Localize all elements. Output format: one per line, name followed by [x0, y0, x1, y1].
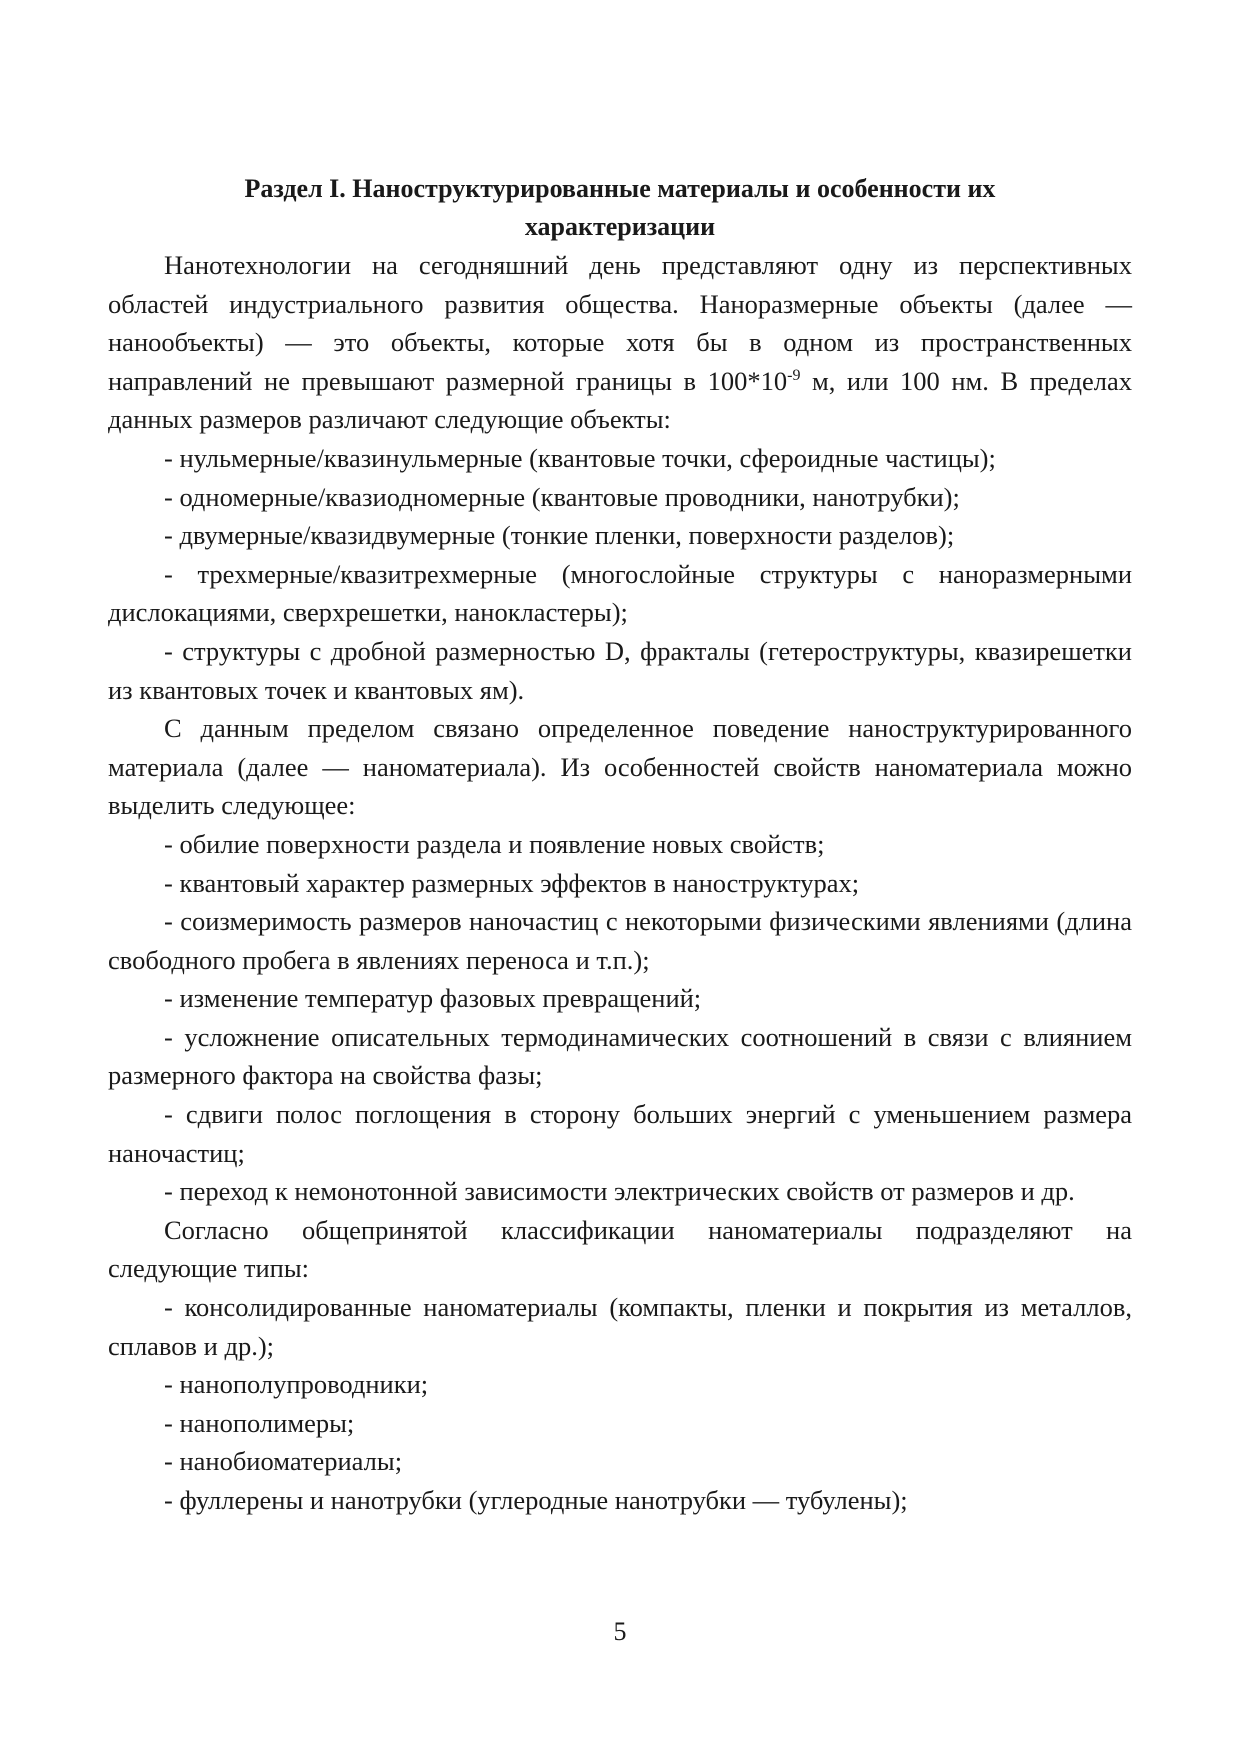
list-item: - фуллерены и нанотрубки (углеродные нанотрубки — тубулены);: [164, 1485, 908, 1515]
properties-intro-paragraph: С данным пределом связано определенное поведение наноструктурированного материала (далее — наноматериала). Из особенностей свойств наноматериала можно выделить следующее:: [108, 713, 1132, 821]
list-item: - консолидированные наноматериалы (компакты, пленки и покрытия из металлов, сплавов и др.);: [108, 1292, 1132, 1361]
list-item: - квантовый характер размерных эффектов в наноструктурах;: [164, 867, 860, 898]
list-item: - переход к немонотонной зависимости электрических свойств от размеров и др.: [164, 1176, 1075, 1207]
section-heading-line-2: характеризации: [524, 212, 716, 241]
intro-text-part-2: м, или 100 нм. В пределах данных размеров различают следующие объекты:: [108, 365, 1132, 435]
types-intro-paragraph: Согласно общепринятой классификации наноматериалы подразделяют на следующие типы:: [108, 1214, 1132, 1284]
list-item: - одномерные/квазиодномерные (квантовые проводники, нанотрубки);: [164, 481, 960, 512]
page-content: [108, 170, 1132, 1520]
list-item: - трехмерные/квазитрехмерные (многослойные структуры с наноразмерными дислокациями, сверхрешетки, нанокластеры);: [108, 558, 1132, 628]
page-number: 5: [613, 1617, 627, 1646]
list-item: - нульмерные/квазинульмерные (квантовые точки, сфероидные частицы);: [164, 442, 996, 473]
list-item: - сдвиги полос поглощения в сторону больших энергий с уменьшением размера наночастиц;: [108, 1099, 1132, 1168]
list-item: - обилие поверхности раздела и появление новых свойств;: [164, 828, 825, 859]
list-item: - нанополимеры;: [164, 1407, 355, 1438]
list-item: - изменение температур фазовых превращений;: [164, 983, 702, 1014]
list-item: - структуры с дробной размерностью D, фракталы (гетероструктуры, квазирешетки из квантовых точек и квантовых ям).: [108, 635, 1132, 705]
section-heading: [108, 170, 1132, 246]
intro-paragraph: [108, 246, 1132, 439]
list-item: - соизмеримость размеров наночастиц с некоторыми физическими явлениями (длина свободного пробега в явлениях переноса и т.п.);: [108, 906, 1132, 975]
exponent-superscript: -9: [787, 366, 801, 384]
list-item: - двумерные/квазидвумерные (тонкие пленки, поверхности разделов);: [164, 520, 955, 551]
list-item: - нанополупроводники;: [164, 1369, 429, 1400]
section-heading-line-1: Раздел I. Наноструктурированные материалы и особенности их: [244, 174, 996, 203]
intro-text-part-1: Нанотехнологии на сегодняшний день представляют одну из перспективных областей индустриального развития общества. Наноразмерные объекты (далее — нанообъекты) — это объекты, которые хотя бы в одном из пространственных направлений не превышают размерной границы в 100*10: [108, 250, 1132, 396]
list-item: - усложнение описательных термодинамических соотношений в связи с влиянием размерного фактора на свойства фазы;: [108, 1021, 1132, 1091]
list-item: - нанобиоматериалы;: [164, 1446, 403, 1477]
